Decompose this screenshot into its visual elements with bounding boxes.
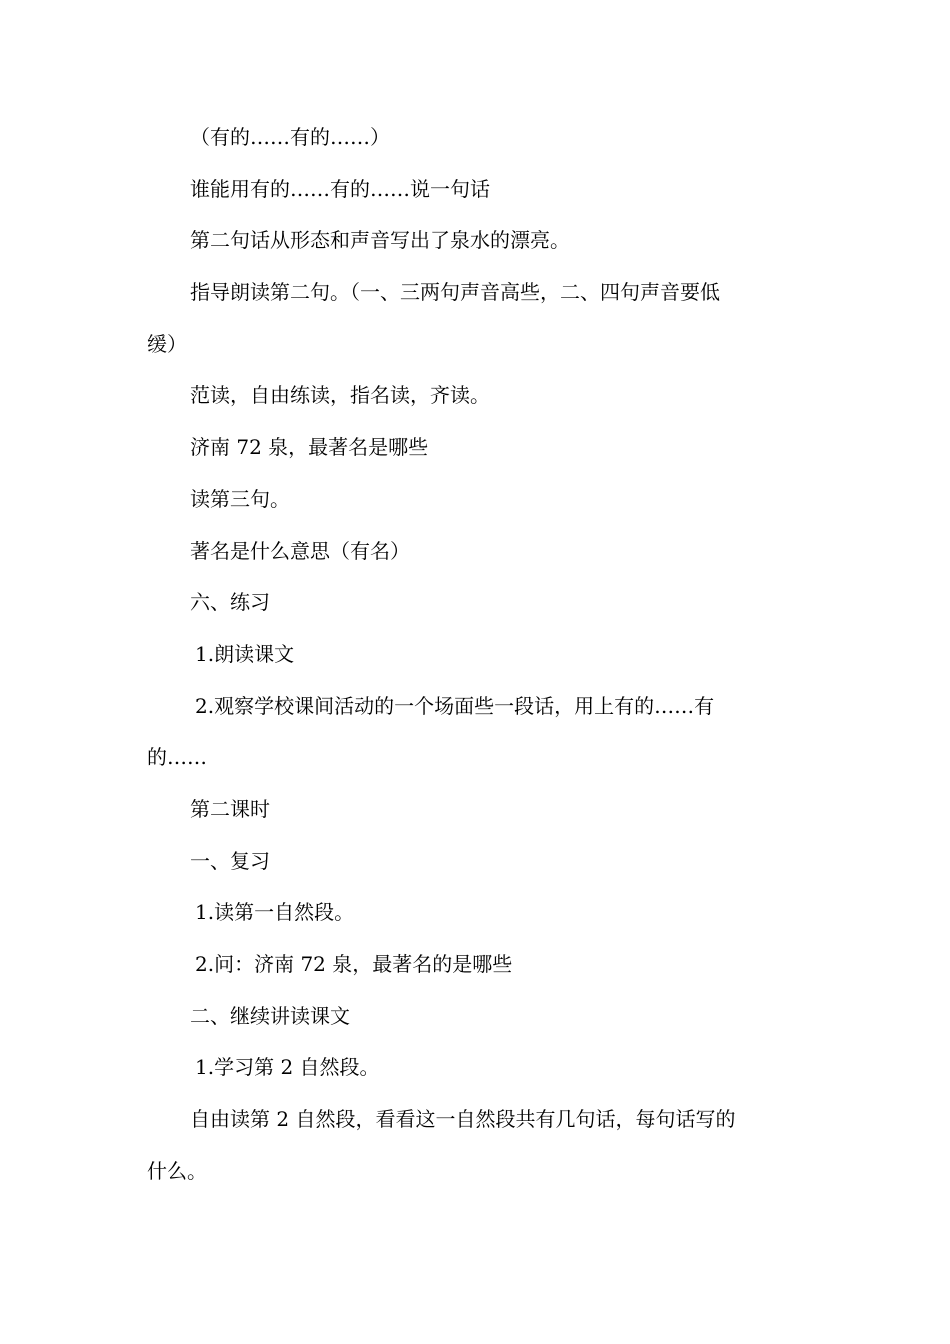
paragraph-line: 著名是什么意思（有名） xyxy=(190,538,410,563)
section-heading: 六、练习 xyxy=(190,590,270,615)
paragraph-line: 范读，自由练读，指名读，齐读。 xyxy=(190,383,490,408)
paragraph-line: 自由读第 2 自然段，看看这一自然段共有几句话，每句话写的 xyxy=(190,1107,736,1132)
paragraph-line: 读第三句。 xyxy=(190,486,290,511)
paragraph-line: 指导朗读第二句。（一、三两句声音高些，二、四句声音要低 xyxy=(190,280,720,305)
section-heading: 一、复习 xyxy=(190,848,270,873)
list-item: 2.观察学校课间活动的一个场面些一段话，用上有的……有 xyxy=(195,693,715,718)
document-body xyxy=(147,112,803,1197)
list-item: 2.问：济南 72 泉，最著名的是哪些 xyxy=(195,952,513,976)
section-heading: 二、继续讲读课文 xyxy=(190,1003,350,1028)
list-item: 1.学习第 2 自然段。 xyxy=(195,1055,380,1080)
paragraph-line: 济南 72 泉，最著名是哪些 xyxy=(190,435,429,460)
list-item: 1.朗读课文 xyxy=(195,641,295,666)
list-item: 1.读第一自然段。 xyxy=(195,900,355,925)
paragraph-line: 第二句话从形态和声音写出了泉水的漂亮。 xyxy=(190,228,570,253)
section-heading: 第二课时 xyxy=(190,796,270,821)
paragraph-line: 什么。 xyxy=(147,1158,207,1183)
paragraph-line: 缓） xyxy=(147,331,187,356)
paragraph-line: 的…… xyxy=(147,745,207,770)
paragraph-line: （有的……有的……） xyxy=(190,125,390,149)
paragraph-line: 谁能用有的……有的……说一句话 xyxy=(190,176,490,201)
